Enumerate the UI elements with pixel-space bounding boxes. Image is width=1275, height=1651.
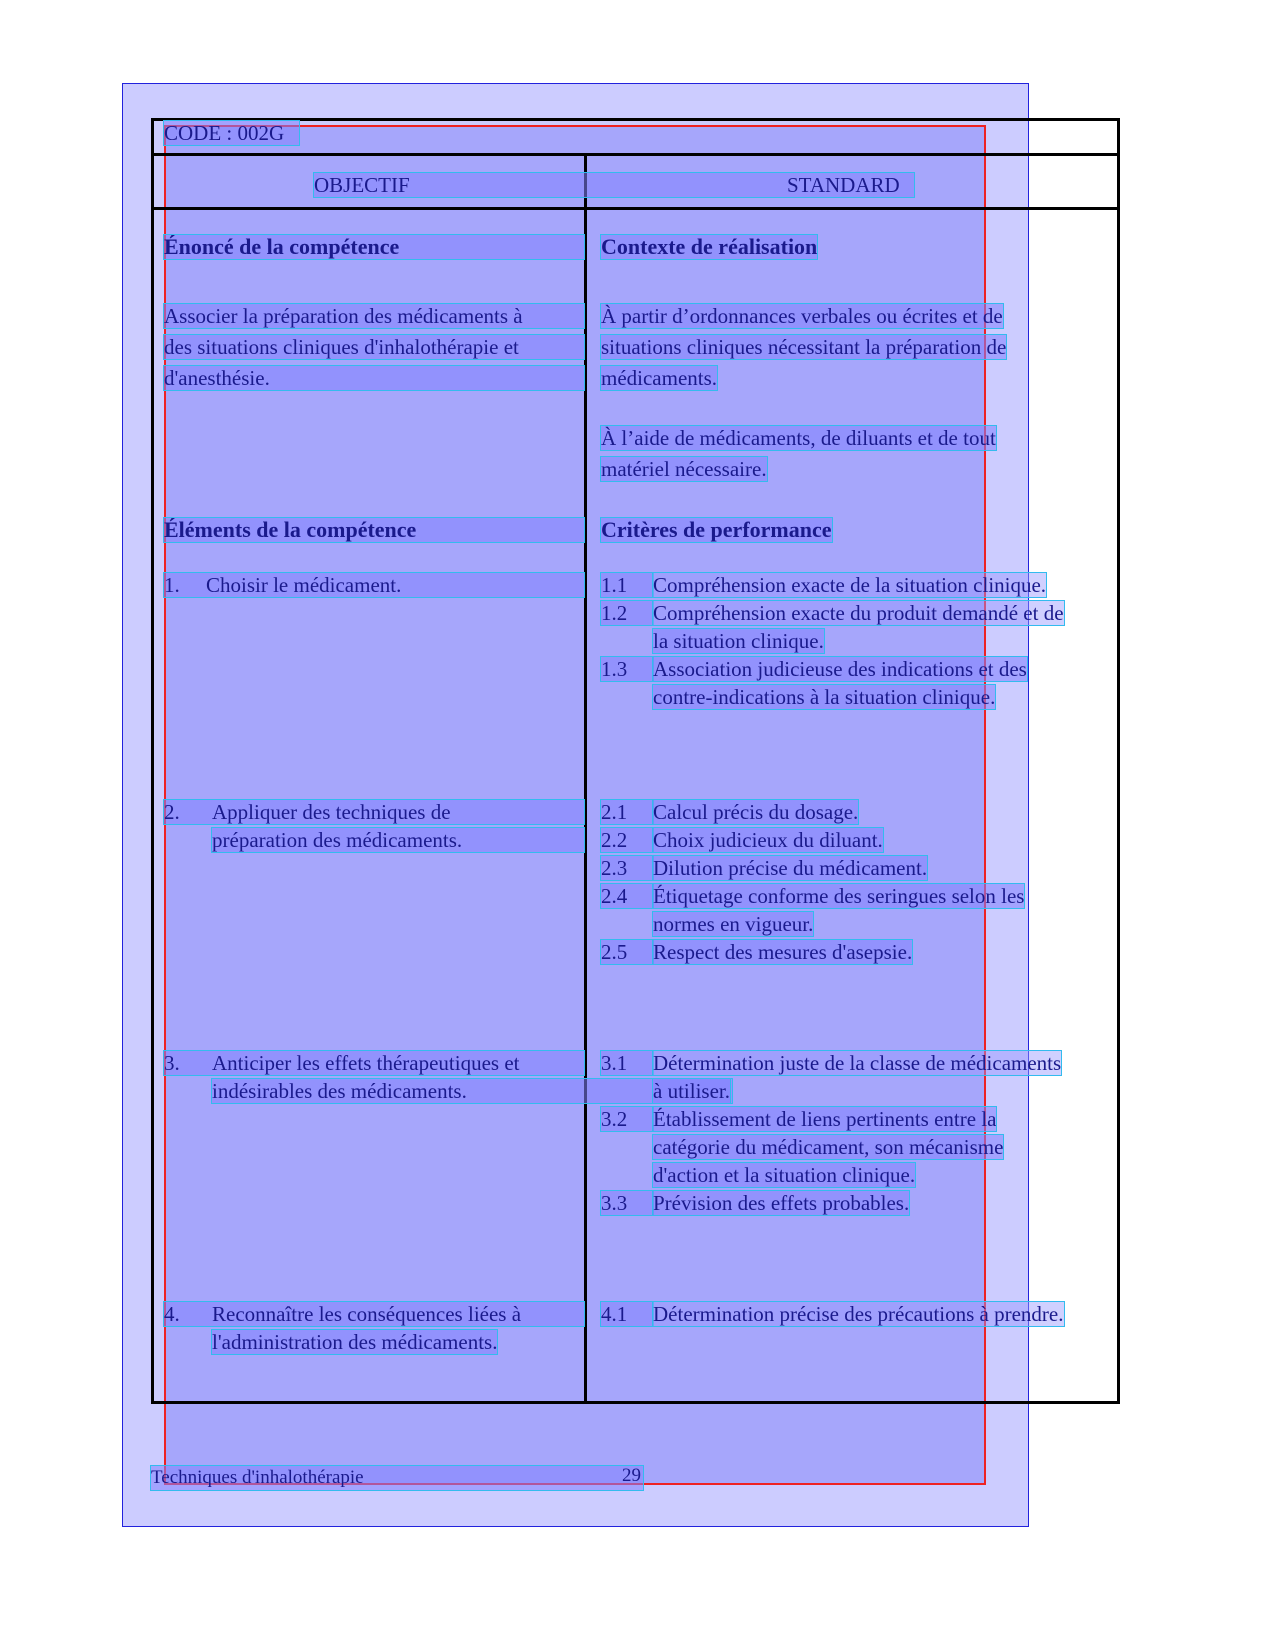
enonce-line: Associer la préparation des médicaments à xyxy=(164,304,584,328)
critere-number: 2.4 xyxy=(601,884,653,908)
element-text: Anticiper les effets thérapeutiques et xyxy=(212,1051,520,1075)
contexte-line: À partir d’ordonnances verbales ou écrites et de xyxy=(601,304,1003,328)
critere-text-continued: la situation clinique. xyxy=(653,629,824,653)
critere-text: Respect des mesures d'asepsie. xyxy=(653,940,913,964)
critere-number: 1.1 xyxy=(601,573,653,597)
critere-text: Compréhension exacte du produit demandé et de xyxy=(653,601,1064,625)
critere-text-continued: contre-indications à la situation clinique. xyxy=(653,685,996,709)
enonce-line: d'anesthésie. xyxy=(164,366,584,390)
element-text-continued: indésirables des médicaments. xyxy=(212,1079,732,1103)
footer-title-text: Techniques d'inhalothérapie xyxy=(151,1467,364,1488)
critere-text: Association judicieuse des indications et des xyxy=(653,657,1027,681)
element-text: Appliquer des techniques de xyxy=(212,800,451,824)
element-text-continued: préparation des médicaments. xyxy=(212,828,584,852)
critere-text: Calcul précis du dosage. xyxy=(653,800,859,824)
elements-title: Éléments de la compétence xyxy=(164,518,584,542)
critere-text: Établissement de liens pertinents entre la xyxy=(653,1107,997,1131)
header-objectif-label: OBJECTIF xyxy=(314,173,410,197)
critere-number: 2.3 xyxy=(601,856,653,880)
critere-text: Détermination précise des précautions à prendre. xyxy=(653,1302,1064,1326)
element-number: 1. xyxy=(164,573,180,597)
header-divider-bottom xyxy=(151,207,1120,210)
enonce-line: des situations cliniques d'inhalothérapie et xyxy=(164,335,584,359)
element-row xyxy=(164,1302,584,1326)
critere-text-continued: catégorie du médicament, son mécanisme xyxy=(653,1135,1004,1159)
critere-text: Compréhension exacte de la situation clinique. xyxy=(653,573,1047,597)
contexte-line: matériel nécessaire. xyxy=(601,457,767,481)
element-row xyxy=(164,1051,584,1075)
element-row xyxy=(164,573,584,597)
page-number: 29 xyxy=(622,1465,641,1486)
contexte-line: situations cliniques nécessitant la préparation de xyxy=(601,335,1007,359)
code-label: CODE : 002G xyxy=(164,121,299,145)
contexte-line: médicaments. xyxy=(601,366,718,390)
element-text-continued: l'administration des médicaments. xyxy=(212,1330,498,1354)
header-divider-top xyxy=(151,153,1120,156)
criteres-title: Critères de performance xyxy=(601,517,832,542)
enonce-title: Énoncé de la compétence xyxy=(164,235,584,259)
element-number: 3. xyxy=(164,1051,180,1075)
critere-text-continued: d'action et la situation clinique. xyxy=(653,1163,916,1187)
critere-number: 2.1 xyxy=(601,800,653,824)
critere-text: Détermination juste de la classe de médicaments xyxy=(653,1051,1062,1075)
critere-number: 3.3 xyxy=(601,1191,653,1215)
critere-number: 2.5 xyxy=(601,940,653,964)
critere-number: 1.2 xyxy=(601,601,653,625)
critere-number: 4.1 xyxy=(601,1302,653,1326)
critere-number: 3.2 xyxy=(601,1107,653,1131)
critere-text: Étiquetage conforme des seringues selon les xyxy=(653,884,1025,908)
critere-text-continued: normes en vigueur. xyxy=(653,912,814,936)
column-divider xyxy=(584,153,587,1404)
footer-title xyxy=(151,1466,643,1490)
element-number: 2. xyxy=(164,800,180,824)
element-text: Reconnaître les conséquences liées à xyxy=(212,1302,522,1326)
element-text: Choisir le médicament. xyxy=(206,573,402,597)
header-standard: STANDARD xyxy=(787,173,900,197)
critere-number: 3.1 xyxy=(601,1051,653,1075)
element-row xyxy=(164,800,584,824)
critere-text: Prévision des effets probables. xyxy=(653,1191,910,1215)
contexte-title: Contexte de réalisation xyxy=(601,234,818,259)
element-number: 4. xyxy=(164,1302,180,1326)
contexte-line: À l’aide de médicaments, de diluants et de tout xyxy=(601,426,996,450)
critere-number: 1.3 xyxy=(601,657,653,681)
critere-text-continued: à utiliser. xyxy=(653,1079,730,1103)
critere-number: 2.2 xyxy=(601,828,653,852)
critere-text: Choix judicieux du diluant. xyxy=(653,828,883,852)
critere-text: Dilution précise du médicament. xyxy=(653,856,928,880)
